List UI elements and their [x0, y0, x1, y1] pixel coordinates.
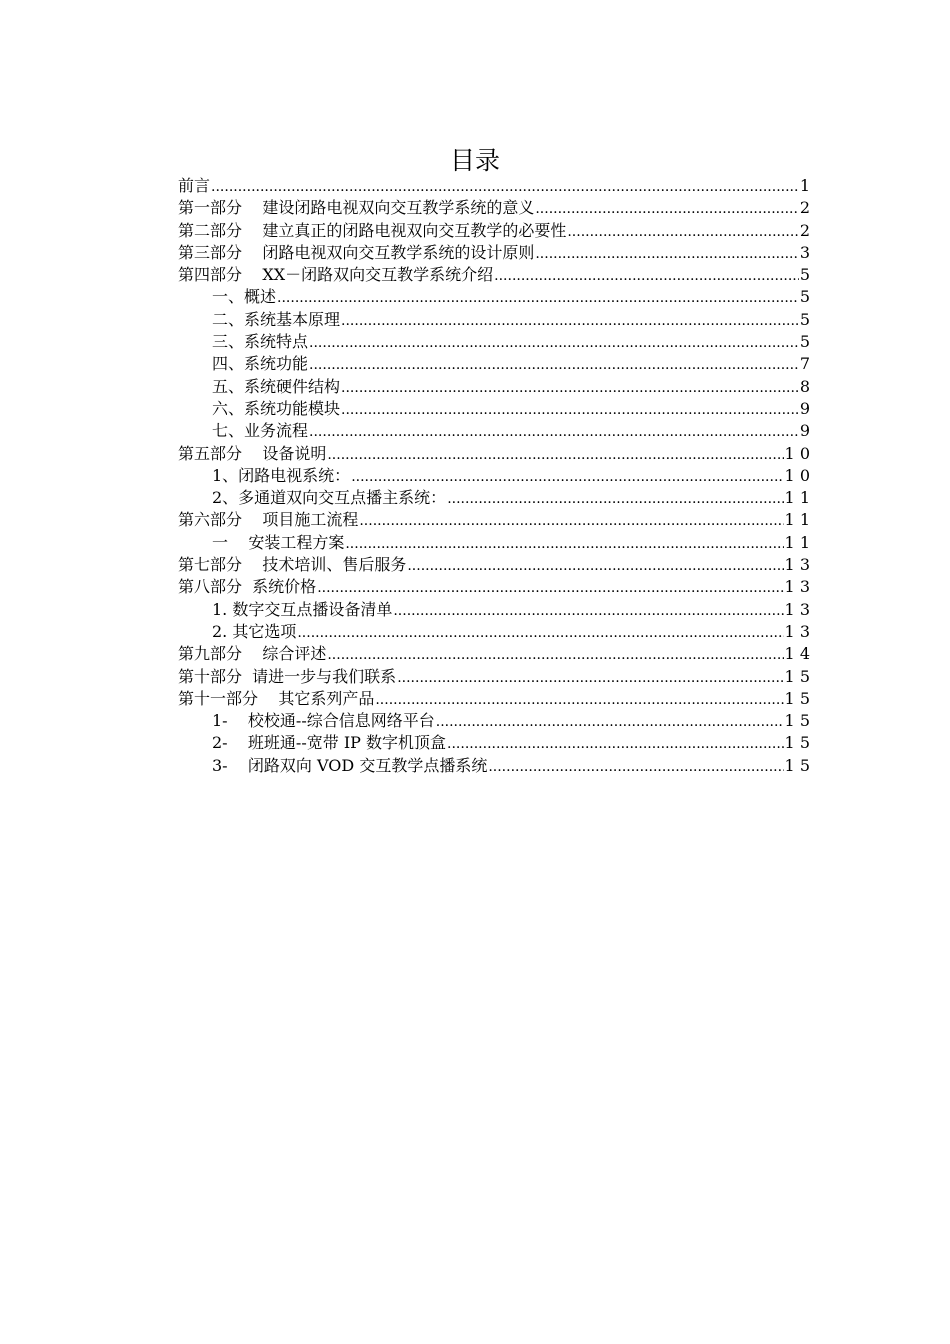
toc-entry-page-number: 9 [799, 398, 810, 418]
toc-entry[interactable] [178, 643, 810, 665]
toc-entry-page-number: 3 [799, 242, 810, 262]
toc-entry-label: 六、系统功能模块 [212, 398, 341, 418]
toc-entry-label: 2、多通道双向交互点播主系统： [212, 488, 447, 508]
toc-entry-label: 五、系统硬件结构 [212, 376, 341, 396]
toc-entry[interactable] [178, 710, 810, 732]
table-of-contents [178, 175, 810, 777]
toc-entry[interactable] [178, 286, 810, 308]
toc-leader-dots [345, 533, 783, 555]
toc-entry[interactable] [178, 666, 810, 688]
toc-entry[interactable] [178, 443, 810, 465]
toc-entry[interactable] [178, 732, 810, 754]
toc-leader-dots [535, 243, 798, 265]
toc-leader-dots [436, 711, 784, 733]
toc-leader-dots [447, 488, 783, 510]
toc-leader-dots [327, 444, 783, 466]
toc-entry-page-number: 5 [799, 287, 810, 307]
toc-entry-page-number: 2 [799, 198, 810, 218]
toc-entry-label: 前言 [178, 176, 211, 195]
toc-leader-dots [317, 577, 783, 599]
toc-leader-dots [341, 377, 799, 399]
toc-entry-page-number: 2 [799, 220, 810, 240]
toc-entry[interactable] [178, 688, 810, 710]
toc-leader-dots [297, 622, 783, 644]
toc-entry-label: 1- 校校通--综合信息网络平台 [212, 711, 435, 731]
toc-leader-dots [359, 510, 783, 532]
toc-entry[interactable] [178, 487, 810, 509]
toc-entry[interactable] [178, 465, 810, 487]
toc-entry-label: 第四部分 XX－闭路双向交互教学系统介绍 [178, 265, 494, 285]
toc-entry-page-number: 1 [799, 176, 810, 195]
toc-entry-page-number: 5 [799, 332, 810, 352]
toc-leader-dots [277, 287, 799, 309]
toc-entry[interactable] [178, 197, 810, 219]
toc-entry-page-number: 1 4 [784, 644, 810, 664]
toc-entry[interactable] [178, 398, 810, 420]
toc-entry-page-number: 1 1 [784, 488, 810, 508]
toc-entry-page-number: 1 1 [784, 510, 810, 530]
toc-leader-dots [211, 176, 799, 198]
toc-entry[interactable] [178, 331, 810, 353]
toc-leader-dots [447, 733, 784, 755]
toc-entry-page-number: 1 5 [784, 733, 810, 753]
toc-leader-dots [397, 667, 783, 689]
toc-leader-dots [351, 466, 783, 488]
toc-entry[interactable] [178, 532, 810, 554]
toc-leader-dots [407, 555, 783, 577]
toc-entry-label: 七、业务流程 [212, 421, 309, 441]
toc-entry-label: 第十一部分 其它系列产品 [178, 688, 375, 708]
toc-title: 目录 [449, 146, 500, 175]
toc-entry-page-number: 1 5 [784, 688, 810, 708]
toc-entry-label: 第三部分 闭路电视双向交互教学系统的设计原则 [178, 242, 535, 262]
toc-entry-label: 三、系统特点 [212, 332, 309, 352]
toc-entry[interactable] [178, 264, 810, 286]
toc-entry-page-number: 1 0 [784, 465, 810, 485]
toc-entry[interactable] [178, 599, 810, 621]
toc-leader-dots [341, 399, 799, 421]
toc-leader-dots [375, 689, 783, 711]
toc-entry-page-number: 1 3 [784, 621, 810, 641]
toc-entry-page-number: 7 [799, 354, 810, 374]
toc-entry[interactable] [178, 175, 810, 197]
toc-entry-page-number: 1 1 [784, 532, 810, 552]
toc-entry[interactable] [178, 420, 810, 442]
toc-entry-page-number: 1 3 [784, 577, 810, 597]
toc-leader-dots [309, 421, 799, 443]
toc-entry[interactable] [178, 576, 810, 598]
toc-entry-label: 第二部分 建立真正的闭路电视双向交互教学的必要性 [178, 220, 567, 240]
toc-entry[interactable] [178, 353, 810, 375]
toc-entry-label: 一、概述 [212, 287, 277, 307]
toc-entry-page-number: 1 5 [784, 666, 810, 686]
toc-entry-page-number: 1 5 [784, 755, 810, 775]
toc-entry-label: 第六部分 项目施工流程 [178, 510, 359, 530]
toc-entry-page-number: 1 5 [784, 711, 810, 731]
toc-entry-page-number: 1 3 [784, 555, 810, 575]
toc-leader-dots [309, 332, 799, 354]
toc-entry-page-number: 1 3 [784, 599, 810, 619]
toc-entry-label: 二、系统基本原理 [212, 309, 341, 329]
toc-entry-label: 1、闭路电视系统： [212, 465, 351, 485]
toc-entry-page-number: 9 [799, 421, 810, 441]
toc-entry[interactable] [178, 376, 810, 398]
toc-leader-dots [393, 600, 783, 622]
toc-entry-label: 3- 闭路双向 VOD 交互教学点播系统 [212, 755, 488, 775]
toc-leader-dots [567, 221, 798, 243]
toc-entry-label: 一 安装工程方案 [212, 532, 345, 552]
toc-leader-dots [535, 198, 798, 220]
toc-entry-page-number: 5 [799, 309, 810, 329]
toc-entry-label: 2- 班班通--宽带 IP 数字机顶盒 [212, 733, 447, 753]
toc-entry-page-number: 5 [799, 265, 810, 285]
toc-entry-label: 1. 数字交互点播设备清单 [212, 599, 393, 619]
toc-leader-dots [327, 644, 783, 666]
toc-entry[interactable] [178, 554, 810, 576]
toc-entry[interactable] [178, 755, 810, 777]
toc-entry[interactable] [178, 220, 810, 242]
toc-entry-label: 第十部分 请进一步与我们联系 [178, 666, 397, 686]
toc-entry-label: 第八部分 系统价格 [178, 577, 317, 597]
toc-entry-page-number: 1 0 [784, 443, 810, 463]
toc-entry-page-number: 8 [799, 376, 810, 396]
toc-leader-dots [488, 756, 783, 778]
toc-entry-label: 第七部分 技术培训、售后服务 [178, 555, 407, 575]
toc-entry[interactable] [178, 621, 810, 643]
toc-entry-label: 第五部分 设备说明 [178, 443, 327, 463]
toc-entry[interactable] [178, 509, 810, 531]
toc-entry-label: 四、系统功能 [212, 354, 309, 374]
toc-entry-label: 第一部分 建设闭路电视双向交互教学系统的意义 [178, 198, 535, 218]
toc-leader-dots [309, 354, 799, 376]
toc-entry-label: 2. 其它选项 [212, 621, 297, 641]
toc-entry[interactable] [178, 242, 810, 264]
toc-leader-dots [494, 265, 799, 287]
toc-entry[interactable] [178, 309, 810, 331]
toc-entry-label: 第九部分 综合评述 [178, 644, 327, 664]
toc-leader-dots [341, 310, 799, 332]
